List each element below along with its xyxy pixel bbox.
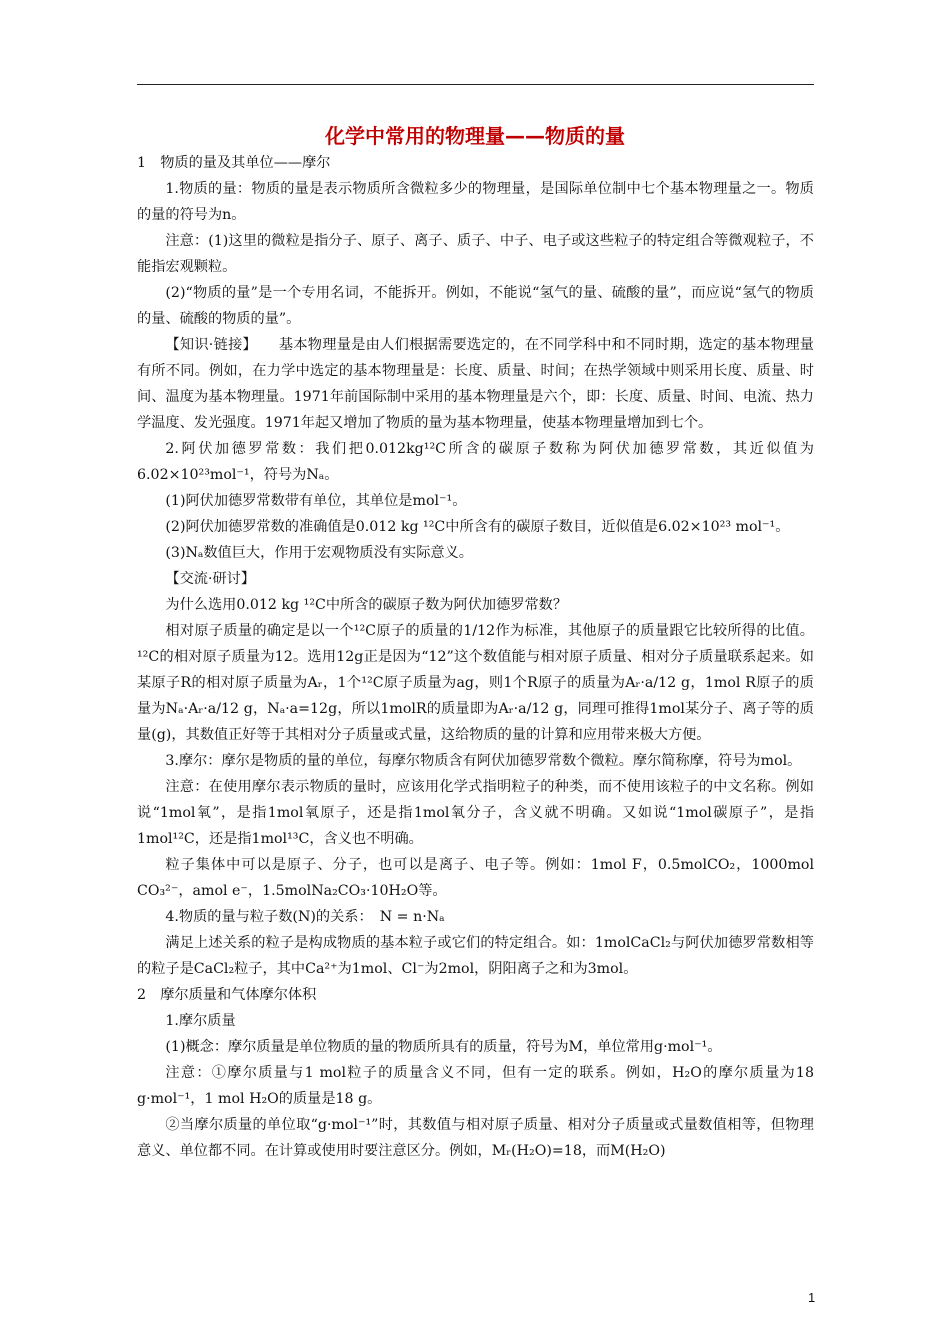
paragraph: (3)Nₐ数值巨大，作用于宏观物质没有实际意义。 — [165, 545, 473, 561]
paragraph: (2)阿伏加德罗常数的准确值是0.012 kg ¹²C中所含有的碳原子数目，近似值是6.02×10²³ mol⁻¹。 — [165, 519, 790, 535]
page-number: 1 — [808, 1290, 816, 1305]
page-title: 化学中常用的物理量——物质的量 — [325, 124, 625, 148]
paragraph: 1 物质的量及其单位——摩尔 — [137, 155, 331, 171]
paragraph: 为什么选用0.012 kg ¹²C中所含的碳原子数为阿伏加德罗常数？ — [165, 597, 568, 613]
paragraph: 3.摩尔：摩尔是物质的量的单位，每摩尔物质含有阿伏加德罗常数个微粒。摩尔简称摩，符号为mol。 — [165, 753, 802, 769]
document-body — [137, 150, 814, 1164]
paragraph: 粒子集体中可以是原子、分子，也可以是离子、电子等。例如：1mol F，0.5molCO₂，1000mol CO₃²⁻，amol e⁻，1.5molNa₂CO₃·10H₂O等。 — [137, 857, 814, 899]
paragraph: 2 摩尔质量和气体摩尔体积 — [137, 987, 317, 1003]
paragraph: 【知识·链接】 基本物理量是由人们根据需要选定的，在不同学科中和不同时期，选定的基本物理量有所不同。例如，在力学中选定的基本物理量是：长度、质量、时间；在热学领域中则采用长度、质量、时间、温度为基本物理量。1971年前国际制中采用的基本物理量是六个，即：长度、质量、时间、电流、热力学温度、发光强度。1971年起又增加了物质的量为基本物理量，使基本物理量增加到七个。 — [137, 337, 814, 431]
paragraph: 1.物质的量：物质的量是表示物质所含微粒多少的物理量，是国际单位制中七个基本物理量之一。物质的量的符号为n。 — [137, 181, 814, 223]
paragraph: (2)“物质的量”是一个专用名词，不能拆开。例如，不能说“氢气的量、硫酸的量”，而应说“氢气的物质的量、硫酸的物质的量”。 — [137, 285, 814, 327]
paragraph: 注意：①摩尔质量与1 mol粒子的质量含义不同，但有一定的联系。例如，H₂O的摩尔质量为18 g·mol⁻¹，1 mol H₂O的质量是18 g。 — [137, 1065, 814, 1107]
paragraph: 满足上述关系的粒子是构成物质的基本粒子或它们的特定组合。如：1molCaCl₂与阿伏加德罗常数相等的粒子是CaCl₂粒子，其中Ca²⁺为1mol、Cl⁻为2mol，阴阳离子之和为3mol。 — [137, 935, 814, 977]
paragraph: (1)阿伏加德罗常数带有单位，其单位是mol⁻¹。 — [165, 493, 467, 509]
top-rule — [137, 84, 814, 85]
paragraph: (1)概念：摩尔质量是单位物质的量的物质所具有的质量，符号为M，单位常用g·mol⁻¹。 — [165, 1039, 722, 1055]
paragraph: 2.阿伏加德罗常数：我们把0.012kg¹²C所含的碳原子数称为阿伏加德罗常数，其近似值为6.02×10²³mol⁻¹，符号为Nₐ。 — [137, 441, 814, 483]
paragraph: 相对原子质量的确定是以一个¹²C原子的质量的1/12作为标准，其他原子的质量跟它比较所得的比值。¹²C的相对原子质量为12。选用12g正是因为“12”这个数值能与相对原子质量、相对分子质量联系起来。如某原子R的相对原子质量为Aᵣ，1个¹²C原子质量为ag，则1个R原子的质量为Aᵣ·a/12 g，1mol R原子的质量为Nₐ·Aᵣ·a/12 g，Nₐ·a=12g，所以1molR的质量即为Aᵣ·a/12 g，同理可推得1mol某分子、离子等的质量(g)，其数值正好等于其相对分子质量或式量，这给物质的量的计算和应用带来极大方便。 — [137, 623, 814, 743]
paragraph: 4.物质的量与粒子数(N)的关系： N = n·Nₐ — [165, 909, 445, 925]
paragraph: 注意：在使用摩尔表示物质的量时，应该用化学式指明粒子的种类，而不使用该粒子的中文名称。例如说“1mol氧”，是指1mol氧原子，还是指1mol氧分子，含义就不明确。又如说“1mol碳原子”，是指1mol¹²C，还是指1mol¹³C，含义也不明确。 — [137, 779, 815, 847]
paragraph: 【交流·研讨】 — [165, 571, 256, 587]
paragraph: 注意：(1)这里的微粒是指分子、原子、离子、质子、中子、电子或这些粒子的特定组合等微观粒子，不能指宏观颗粒。 — [137, 233, 814, 275]
paragraph: 1.摩尔质量 — [165, 1013, 236, 1029]
paragraph: ②当摩尔质量的单位取“g·mol⁻¹”时，其数值与相对原子质量、相对分子质量或式量数值相等，但物理意义、单位都不同。在计算或使用时要注意区分。例如，Mᵣ(H₂O)=18，而M(H₂O) — [137, 1117, 814, 1159]
